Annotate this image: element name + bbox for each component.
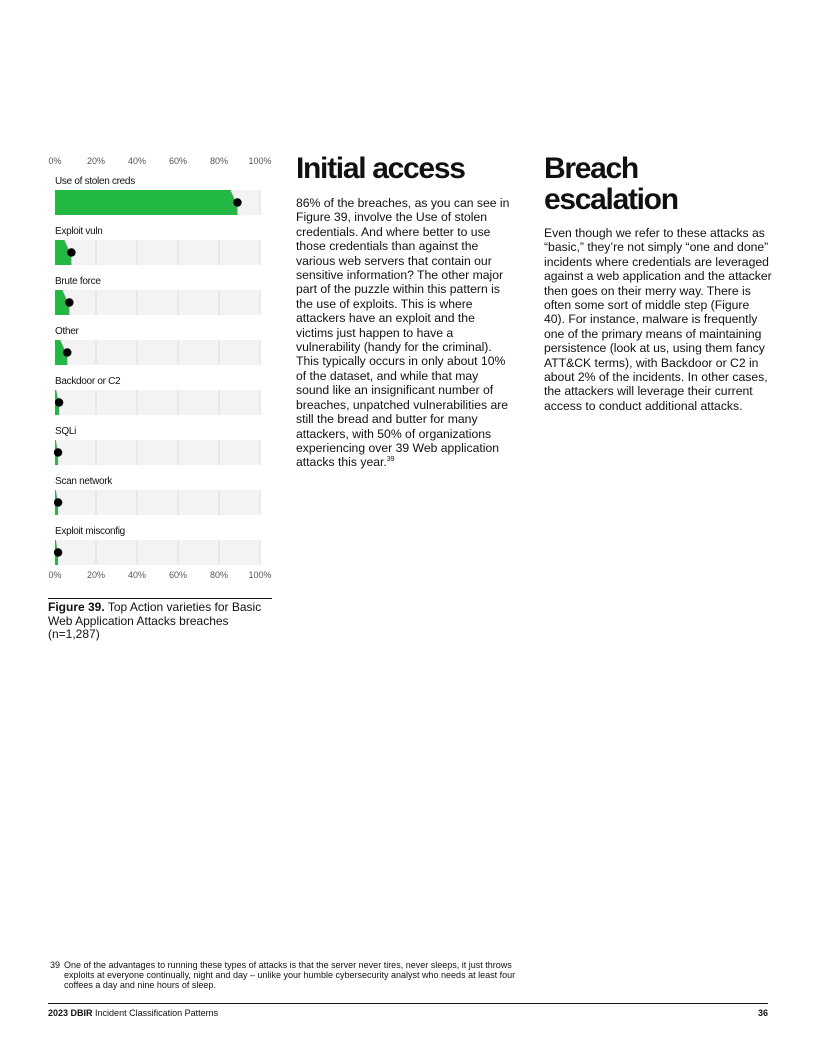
category-label: Backdoor or C2	[55, 376, 121, 387]
estimate-point	[233, 198, 241, 206]
x-axis-bottom-tick-label: 100%	[248, 570, 272, 580]
footnote	[50, 961, 530, 990]
x-axis-top-tick-label: 0%	[48, 156, 62, 166]
category-label: Scan network	[55, 476, 112, 487]
footnote-reference[interactable]: 39	[386, 456, 395, 464]
initial-access-heading: Initial access	[296, 152, 465, 185]
estimate-point	[55, 398, 63, 406]
figure-caption-text: Top Action varieties for Basic Web Application Attacks breaches (n=1,287)	[48, 600, 262, 641]
x-axis-bottom-tick-label: 20%	[86, 570, 106, 580]
category-label: Exploit vuln	[55, 226, 103, 237]
x-axis-bottom-tick-label: 80%	[209, 570, 229, 580]
bar-track	[55, 240, 260, 265]
action-varieties-chart	[40, 150, 280, 588]
category-label: SQLi	[55, 426, 77, 437]
figure-caption	[48, 598, 272, 642]
x-axis-top-tick-label: 100%	[248, 156, 272, 166]
footnote-text: One of the advantages to running these types of attacks is that the server never tires, never sleeps, it just throws exploits at everyone continually, night and day – unlike your humble cybersecurity analyst who needs at least four coffees a day and nine hours of sleep.	[64, 960, 516, 990]
footer-divider	[48, 1003, 768, 1004]
bar-track	[55, 390, 260, 415]
category-label: Brute force	[55, 276, 101, 287]
x-axis-bottom-tick-label: 60%	[168, 570, 188, 580]
bar-track	[55, 290, 260, 315]
category-label: Exploit misconfig	[55, 526, 125, 537]
bar-track	[55, 440, 260, 465]
footnote-number: 39	[50, 960, 61, 970]
estimate-point	[54, 498, 62, 506]
x-axis-bottom-tick-label: 0%	[48, 570, 62, 580]
estimate-point	[65, 298, 73, 306]
breach-escalation-body: Even though we refer to these attacks as “basic,” they’re not simply “one and done” incidents where credentials are leveraged against a web application and the attacker then goes on their merry way. There is often some sort of middle step (Figure 40). For instance, malware is frequently one of the primary means of maintaining persistence (look at us, using them fancy ATT&CK terms), with Backdoor or C2 in about 2% of the incidents. In other cases, the attackers will leverage their current access to conduct additional attacks.	[544, 226, 772, 413]
initial-access-body	[296, 196, 514, 470]
figure-label: Figure 39.	[48, 600, 105, 614]
footer-report-name: 2023 DBIR	[48, 1008, 93, 1018]
x-axis-top-tick-label: 80%	[209, 156, 229, 166]
x-axis-top-tick-label: 60%	[168, 156, 188, 166]
estimate-point	[54, 548, 62, 556]
estimate-point	[63, 348, 71, 356]
footer-section-name: Incident Classification Patterns	[95, 1008, 219, 1018]
bar-track	[55, 490, 260, 515]
x-axis-top-tick-label: 20%	[86, 156, 106, 166]
estimate-point	[67, 248, 75, 256]
category-label: Other	[55, 326, 79, 337]
x-axis-bottom-tick-label: 40%	[127, 570, 147, 580]
footer-title	[48, 1008, 218, 1018]
breach-escalation-heading: Breach escalation	[544, 152, 678, 216]
bar-track	[55, 340, 260, 365]
category-label: Use of stolen creds	[55, 176, 135, 187]
initial-access-text: 86% of the breaches, as you can see in Figure 39, involve the Use of stolen credentials. And where better to use those credentials than against the various web servers that contain our sensitive information? The other major part of the puzzle within this pattern is the use of exploits. This is where attackers have an exploit and the victims just happen to have a vulnerability (handy for the criminal). This typically occurs in only about 10% of the dataset, and while that may sound like an insignificant number of breaches, unpatched vulnerabilities are still the bread and butter for many attackers, with 50% of organizations experiencing over 39 Web application attacks this year.	[296, 196, 510, 470]
x-axis-top-tick-label: 40%	[127, 156, 147, 166]
bar	[55, 190, 237, 215]
page-number: 36	[757, 1008, 768, 1018]
bar-track	[55, 540, 260, 565]
estimate-point	[54, 448, 62, 456]
